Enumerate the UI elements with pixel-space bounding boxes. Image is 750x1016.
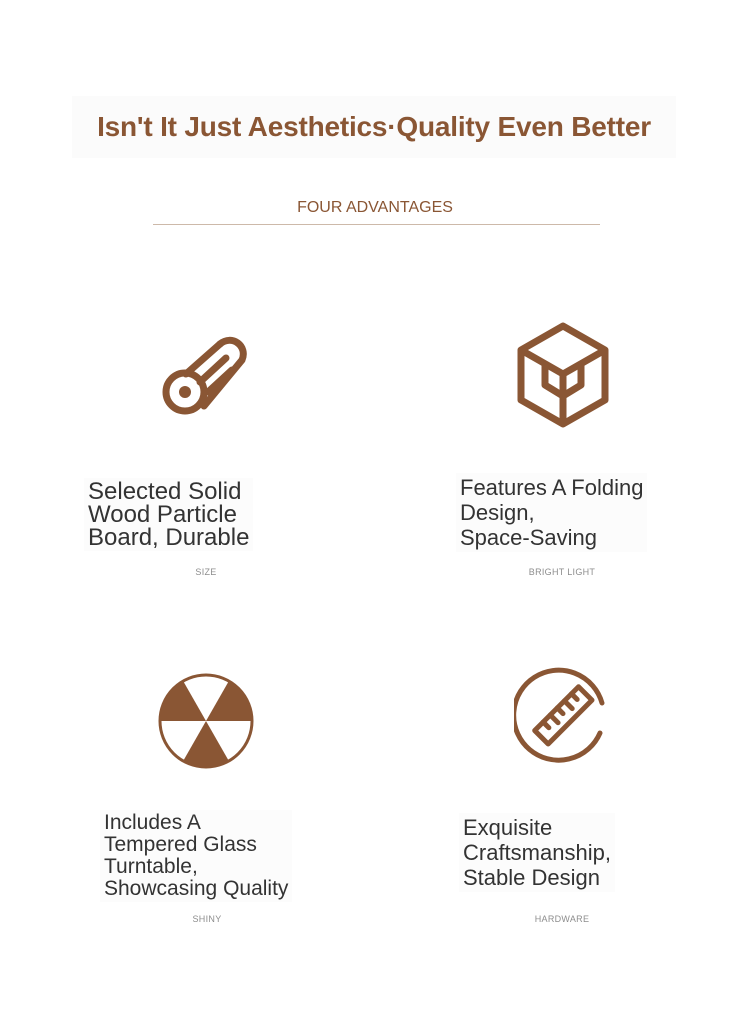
page-headline: Isn't It Just Aesthetics·Quality Even Better (72, 96, 676, 158)
feature-line: Wood Particle (88, 501, 237, 528)
cube-icon (514, 321, 612, 429)
feature-text-tempered-glass (100, 810, 292, 902)
feature-line: Space-Saving (460, 525, 597, 550)
feature-line: Selected Solid (88, 478, 242, 505)
feature-caption: SIZE (195, 567, 217, 577)
feature-line: Includes A (104, 811, 201, 834)
feature-line: Tempered Glass (104, 833, 257, 856)
section-divider (153, 224, 600, 225)
feature-line: Board, Durable (88, 524, 250, 551)
feature-line: Stable Design (463, 865, 600, 890)
radiation-icon (158, 673, 254, 769)
feature-line: Design, (460, 500, 535, 525)
section-subheading: FOUR ADVANTAGES (297, 199, 453, 216)
feature-line: Craftsmanship, (463, 840, 611, 865)
feature-text-craftsmanship (459, 813, 615, 892)
feature-line: Features A Folding (460, 475, 644, 500)
log-icon (160, 330, 252, 420)
feature-text-solid-wood (84, 478, 253, 551)
feature-caption: BRIGHT LIGHT (528, 567, 596, 577)
feature-text-folding-design (456, 473, 647, 552)
feature-line: Showcasing Quality (104, 877, 289, 900)
feature-caption: SHINY (192, 914, 222, 924)
feature-caption: HARDWARE (534, 914, 590, 924)
feature-line: Turntable, (104, 855, 198, 878)
feature-line: Exquisite (463, 815, 553, 840)
ruler-icon (514, 667, 612, 765)
